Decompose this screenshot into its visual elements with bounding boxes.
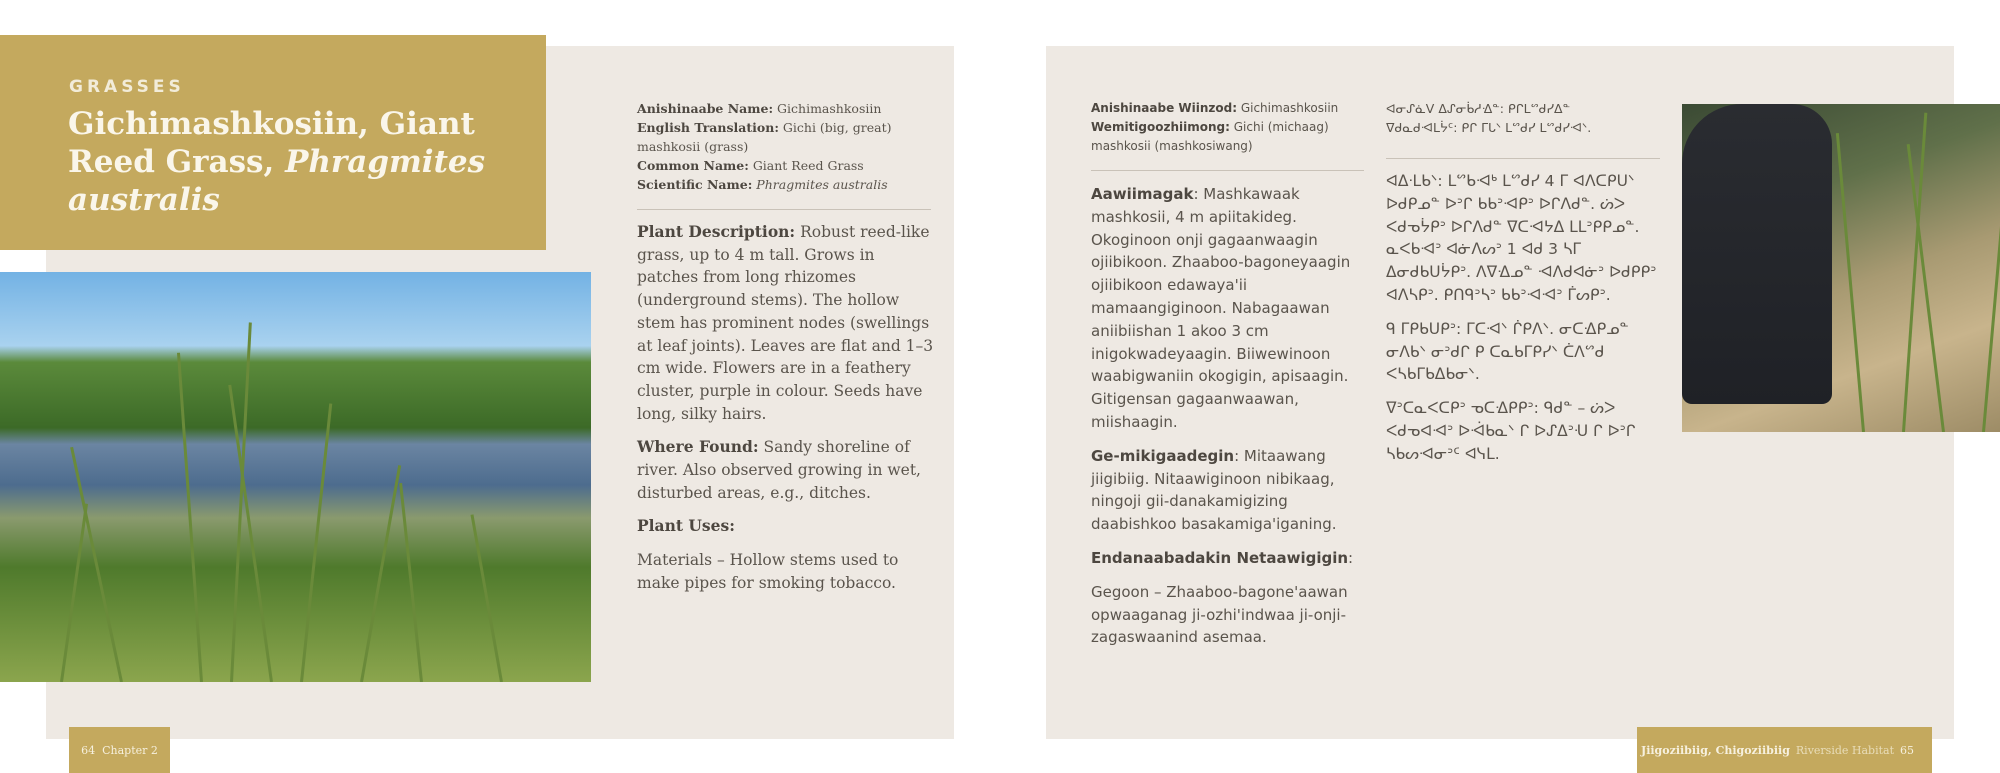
page-number-left: 64 <box>81 743 96 757</box>
where-found: Where Found: Sandy shoreline of river. Also observed growing in wet, disturbed areas, e.g., ditches. <box>637 437 921 502</box>
info-english-translation: English Translation: Gichi (big, great) mashkosii (grass) <box>637 120 892 154</box>
divider <box>1091 170 1364 171</box>
anishinaabemowin-description <box>1091 183 1371 660</box>
anishinaabe-info-block <box>1091 99 1366 156</box>
title-box <box>0 35 546 250</box>
divider <box>637 209 931 210</box>
plant-info-block <box>637 99 937 194</box>
info-anishinaabe-wiinzod: Anishinaabe Wiinzod: Gichimashkosiin <box>1091 101 1339 115</box>
plant-uses-text: Materials – Hollow stems used to make pipes for smoking tobacco. <box>637 551 899 592</box>
river-reed-photo <box>0 272 591 682</box>
info-anishinaabe-name: Anishinaabe Name: Gichimashkosiin <box>637 101 882 116</box>
syllabics-paragraph: ᑫ ᒥᑭᑲᑌᑭᐣ: ᒥᑕᐗᐠ ᒌᑭᐱᐠ. ᓂᑕᐎᑭᓄᓐ ᓂᐱᑲᐠ ᓂᐣᑯᒋ ᑭ ᑕᓇᑲᒥᑭᓯᐠ ᑖᐱᔥᑯ ᐸᓴᑲᒥᑲᐃᑲᓂᐠ. <box>1386 319 1629 384</box>
habitat-subtitle: Riverside Habitat <box>1795 743 1894 757</box>
person-figure <box>1682 104 1832 404</box>
plant-description: Plant Description: Robust reed-like grass, up to 4 m tall. Grows in patches from long rhizomes (underground stems). The hollow stem has prominent nodes (swellings at leaf joints). Leaves are flat and 1–3 cm wide. Flowers are in a feathery cluster, purple in colour. Seeds have long, silky hairs. <box>637 222 934 423</box>
page-number-right: 65 <box>1900 743 1914 757</box>
syllabics-paragraph: ᐁᐣᑕᓇᐸᑕᑭᐣ ᓀᑕᐎᑭᑭᐣ: ᑫᑯᓐ – ᔖᐳ ᐸᑯᓀᐊᐗᐣ ᐅᐙᑲᓇᐠ ᒋ ᐅᔑᐃᐣᑗ ᒋ ᐅᐣᒋ ᓴᑲᔕᐗᓂᐣᑦ ᐊᓭᒪ. <box>1386 399 1636 463</box>
page-title: Gichimashkosiin, Giant Reed Grass, Phragmites australis <box>68 106 486 218</box>
syllabics-paragraph: ᐊᐃᐧᒪᑲᐠ: ᒪᔥᑲᐗᒃ ᒪᔥᑯᓯ 4 ᒥ ᐊᐱᑕᑭᑌᐠ ᐅᑯᑭᓄᓐ ᐅᐣᒋ ᑲᑲᐣᐗᑭᐣ ᐅᒋᐱᑯᓐ. ᔖᐳ ᐸᑯᓀᔮᑭᐣ ᐅᒋᐱᑯᓐ ᐁᑕᐗᔭᐃ ᒪᒪᐣᑭᑭᓄᓐ. ᓇᐸᑲᐗᐣ ᐊᓃᐱᔕᐣ 1 ᐊᑯ 3 ᓴᒥ ᐃᓂᑯᑲᑌᔮᑭᐣ. ᐱᐁᐎᓄᓐ ᐗᐱᑯᐊᓃᐣ ᐅᑯᑭᑭᐣ ᐊᐱᓴᑭᐣ. ᑭᑎᑫᐣᓴᐣ ᑲᑲᐣᐗᐗᐣ ᒦᔕᑭᐣ. <box>1386 172 1657 304</box>
divider <box>1386 158 1660 159</box>
plant-uses-heading: Plant Uses: <box>637 516 735 536</box>
harvester-photo <box>1682 104 2000 432</box>
syllabics-info-block <box>1386 99 1666 137</box>
info-wemitigoozhiimong: Wemitigoozhiimong: Gichi (michaag) mashkosii (mashkosiwang) <box>1091 120 1329 153</box>
footer-left-tab <box>69 727 170 773</box>
aawiimagak: Aawiimagak: Mashkawaak mashkosii, 4 m apiitakideg. Okoginoon onji gagaanwaagin ojiibikoon. Zhaaboo-bagoneyaagin ojiibikoon edawaya'ii mamaangiginoon. Nabagaawan aniibiishan 1 akoo 3 cm inigokwadeyaagin. Biiwewinoon waabigwaniin okogigin, apisaagin. Gitigensan gagaanwaawan, miishaagin. <box>1091 185 1351 431</box>
chapter-label: Chapter 2 <box>102 743 158 757</box>
plant-description-section <box>637 221 937 606</box>
endanaabadakin-text: Gegoon – Zhaaboo-bagone'aawan opwaaganag ji-ozhi'indwaa ji-onji-zagaswaanind asemaa. <box>1091 582 1348 647</box>
endanaabadakin-heading: Endanaabadakin Netaawigigin: <box>1091 548 1354 567</box>
syllabics-line: ᐁᑯᓇᑯᐗᒪᔮᑦ: ᑭᒋ ᒥᒐᐠ ᒪᔥᑯᓯ ᒪᔥᑯᓯᐗᐠ. <box>1386 120 1592 135</box>
footer-right-tab <box>1637 727 1932 773</box>
info-common-name: Common Name: Giant Reed Grass <box>637 158 864 173</box>
habitat-title: Jiigoziibiig, Chigoziibiig <box>1640 743 1790 757</box>
category-label: GRASSES <box>69 77 185 97</box>
syllabics-description <box>1386 170 1666 477</box>
syllabics-line: ᐊᓂᔑᓈᐯ ᐃᔑᓂᑳᓱᐎᓐ: ᑭᒋᒪᔥᑯᓯᐃᓐ <box>1386 101 1571 116</box>
info-scientific-name: Scientific Name: Phragmites australis <box>637 177 888 192</box>
ge-mikigaadegin: Ge-mikigaadegin: Mitaawang jiigibiig. Nitaawiginoon nibikaag, ningoji gii-danakamigizing daabishkoo basakamiga'iganing. <box>1091 446 1337 534</box>
